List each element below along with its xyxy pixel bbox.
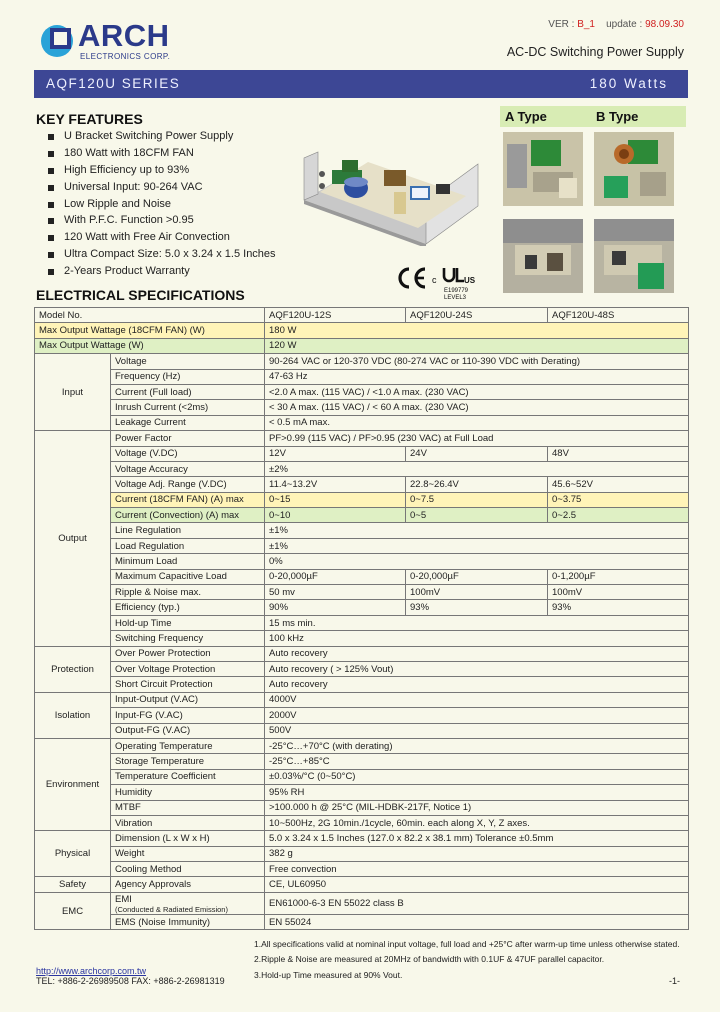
ce-mark-icon xyxy=(400,269,425,287)
spec-label: Input-Output (V.AC) xyxy=(111,692,265,707)
spec-label: Output-FG (V.AC) xyxy=(111,723,265,738)
category-safety: Safety xyxy=(35,877,111,892)
spec-label: Cooling Method xyxy=(111,862,265,877)
key-features-list xyxy=(48,130,276,282)
spec-value: 0~3.75 xyxy=(548,492,689,507)
spec-value: 50 mv xyxy=(265,585,406,600)
emi-sublabel: (Conducted & Radiated Emission) xyxy=(115,904,228,914)
page-number: -1- xyxy=(669,976,680,986)
spec-label: Switching Frequency xyxy=(111,631,265,646)
table-header-cell: Model No. xyxy=(35,308,265,323)
type-b-photo-top xyxy=(594,132,674,206)
feature-item: With P.F.C. Function >0.95 xyxy=(48,214,276,231)
table-row xyxy=(35,754,689,769)
spec-label: EMS (Noise Immunity) xyxy=(111,914,265,929)
spec-value: 100mV xyxy=(406,585,548,600)
spec-label: Operating Temperature xyxy=(111,738,265,753)
company-logo xyxy=(36,16,236,66)
spec-value: 2000V xyxy=(265,708,689,723)
spec-label: Over Voltage Protection xyxy=(111,661,265,676)
spec-value: -25°C…+85°C xyxy=(265,754,689,769)
spec-value: 0% xyxy=(265,554,689,569)
table-row xyxy=(35,554,689,569)
footer-contact xyxy=(36,966,225,986)
table-row xyxy=(35,914,689,929)
table-row xyxy=(35,477,689,492)
table-row xyxy=(35,369,689,384)
spec-value: 0~7.5 xyxy=(406,492,548,507)
spec-value: 0-1,200µF xyxy=(548,569,689,584)
spec-value: 95% RH xyxy=(265,785,689,800)
table-row xyxy=(35,323,689,338)
series-name: AQF120U SERIES xyxy=(46,76,181,91)
table-row xyxy=(35,677,689,692)
table-row xyxy=(35,769,689,784)
spec-value: CE, UL60950 xyxy=(265,877,689,892)
table-row xyxy=(35,461,689,476)
table-row xyxy=(35,831,689,846)
spec-label: Storage Temperature xyxy=(111,754,265,769)
spec-label: Voltage xyxy=(111,354,265,369)
type-b-photo-bottom xyxy=(594,219,674,293)
spec-value: 12V xyxy=(265,446,406,461)
spec-value: 93% xyxy=(548,600,689,615)
spec-value: 0~10 xyxy=(265,508,406,523)
table-row xyxy=(35,615,689,630)
spec-label: Input-FG (V.AC) xyxy=(111,708,265,723)
type-a-photo-bottom xyxy=(503,219,583,293)
feature-item: High Efficiency up to 93% xyxy=(48,164,276,181)
spec-value: 47-63 Hz xyxy=(265,369,689,384)
category-environment: Environment xyxy=(35,738,111,830)
table-row xyxy=(35,862,689,877)
spec-table xyxy=(34,307,689,930)
spec-label: Voltage Accuracy xyxy=(111,461,265,476)
table-row xyxy=(35,569,689,584)
spec-value: ±1% xyxy=(265,523,689,538)
spec-value: Auto recovery xyxy=(265,677,689,692)
table-row xyxy=(35,384,689,399)
spec-value: 0~15 xyxy=(265,492,406,507)
series-watts: 180 Watts xyxy=(589,76,668,91)
spec-value: Free convection xyxy=(265,862,689,877)
category-physical: Physical xyxy=(35,831,111,877)
table-row xyxy=(35,523,689,538)
type-a-photo-top xyxy=(503,132,583,206)
type-a-label: A Type xyxy=(505,109,547,124)
svg-text:US: US xyxy=(464,276,476,285)
spec-value: 45.6~52V xyxy=(548,477,689,492)
spec-value: 382 g xyxy=(265,846,689,861)
spec-label: Ripple & Noise max. xyxy=(111,585,265,600)
feature-item: 180 Watt with 18CFM FAN xyxy=(48,147,276,164)
spec-value: 180 W xyxy=(265,323,689,338)
table-row xyxy=(35,431,689,446)
power-supply-product-image xyxy=(298,130,482,246)
table-row xyxy=(35,877,689,892)
table-row xyxy=(35,846,689,861)
spec-label: Frequency (Hz) xyxy=(111,369,265,384)
type-b-label: B Type xyxy=(596,109,639,124)
table-row xyxy=(35,400,689,415)
category-input: Input xyxy=(35,354,111,431)
spec-value: Auto recovery ( > 125% Vout) xyxy=(265,661,689,676)
spec-value: 10~500Hz, 2G 10min./1cycle, 60min. each along X, Y, Z axes. xyxy=(265,815,689,830)
footnote: 3.Hold-up Time measured at 90% Vout. xyxy=(254,969,403,980)
spec-value: <2.0 A max. (115 VAC) / <1.0 A max. (230 VAC) xyxy=(265,384,689,399)
spec-label: Agency Approvals xyxy=(111,877,265,892)
spec-value: < 0.5 mA max. xyxy=(265,415,689,430)
spec-value: PF>0.99 (115 VAC) / PF>0.95 (230 VAC) at Full Load xyxy=(265,431,689,446)
spec-value: 4000V xyxy=(265,692,689,707)
spec-value: 0-20,000µF xyxy=(265,569,406,584)
spec-value: 93% xyxy=(406,600,548,615)
spec-value: 100 kHz xyxy=(265,631,689,646)
type-header xyxy=(500,106,686,127)
feature-item: 2-Years Product Warranty xyxy=(48,265,276,282)
spec-label: Maximum Capacitive Load xyxy=(111,569,265,584)
category-isolation: Isolation xyxy=(35,692,111,738)
spec-value: ±0.03%/°C (0~50°C) xyxy=(265,769,689,784)
table-row xyxy=(35,600,689,615)
spec-value: 0~2.5 xyxy=(548,508,689,523)
table-header-cell: AQF120U-24S xyxy=(406,308,548,323)
spec-value: 15 ms min. xyxy=(265,615,689,630)
category-output: Output xyxy=(35,431,111,646)
spec-label: MTBF xyxy=(111,800,265,815)
spec-label: Inrush Current (<2ms) xyxy=(111,400,265,415)
spec-value: -25°C…+70°C (with derating) xyxy=(265,738,689,753)
spec-label: Hold-up Time xyxy=(111,615,265,630)
footnotes xyxy=(254,937,680,983)
spec-label-emi: EMI (Conducted & Radiated Emission) xyxy=(111,892,265,914)
table-row xyxy=(35,338,689,353)
spec-label: Leakage Current xyxy=(111,415,265,430)
spec-value: 120 W xyxy=(265,338,689,353)
spec-label: Max Output Wattage (18CFM FAN) (W) xyxy=(35,323,265,338)
table-row xyxy=(35,661,689,676)
ul-level: LEVEL3 xyxy=(444,295,467,300)
spec-label: Current (18CFM FAN) (A) max xyxy=(111,492,265,507)
certification-marks xyxy=(394,260,494,300)
table-row xyxy=(35,508,689,523)
logo-name: ARCH xyxy=(78,18,170,53)
feature-item: U Bracket Switching Power Supply xyxy=(48,130,276,147)
spec-value: 22.8~26.4V xyxy=(406,477,548,492)
footnote: 1.All specifications valid at nominal input voltage, full load and +25°C after warm-up time unless otherwise stated. xyxy=(254,939,680,949)
spec-label: Load Regulation xyxy=(111,538,265,553)
spec-value: 90% xyxy=(265,600,406,615)
spec-label: Temperature Coefficient xyxy=(111,769,265,784)
spec-label: Current (Full load) xyxy=(111,384,265,399)
feature-item: 120 Watt with Free Air Convection xyxy=(48,231,276,248)
spec-value: 500V xyxy=(265,723,689,738)
spec-value: EN 55024 xyxy=(265,914,689,929)
electrical-specs-title: ELECTRICAL SPECIFICATIONS xyxy=(36,287,245,303)
spec-label: Weight xyxy=(111,846,265,861)
spec-label: Dimension (L x W x H) xyxy=(111,831,265,846)
series-banner xyxy=(34,70,688,98)
spec-label: Voltage (V.DC) xyxy=(111,446,265,461)
spec-value: 24V xyxy=(406,446,548,461)
table-row xyxy=(35,738,689,753)
table-row xyxy=(35,538,689,553)
version-line: VER : B_1 update : 98.09.30 xyxy=(548,19,684,30)
table-row xyxy=(35,800,689,815)
table-row xyxy=(35,308,689,323)
spec-value: 11.4~13.2V xyxy=(265,477,406,492)
spec-value: EN61000-6-3 EN 55022 class B xyxy=(265,892,689,914)
svg-text:c: c xyxy=(432,275,437,285)
spec-value: 5.0 x 3.24 x 1.5 Inches (127.0 x 82.2 x 38.1 mm) Tolerance ±0.5mm xyxy=(265,831,689,846)
spec-label: Minimum Load xyxy=(111,554,265,569)
table-row xyxy=(35,892,689,914)
spec-value: < 30 A max. (115 VAC) / < 60 A max. (230 VAC) xyxy=(265,400,689,415)
table-row xyxy=(35,815,689,830)
spec-label: Voltage Adj. Range (V.DC) xyxy=(111,477,265,492)
feature-item: Low Ripple and Noise xyxy=(48,198,276,215)
spec-label: Humidity xyxy=(111,785,265,800)
feature-item: Universal Input: 90-264 VAC xyxy=(48,181,276,198)
table-row xyxy=(35,354,689,369)
spec-value: 0-20,000µF xyxy=(406,569,548,584)
spec-value: ±2% xyxy=(265,461,689,476)
spec-value: 90-264 VAC or 120-370 VDC (80-274 VAC or 110-390 VDC with Derating) xyxy=(265,354,689,369)
spec-label: Efficiency (typ.) xyxy=(111,600,265,615)
spec-value: Auto recovery xyxy=(265,646,689,661)
table-row xyxy=(35,646,689,661)
spec-label: Max Output Wattage (W) xyxy=(35,338,265,353)
key-features-title: KEY FEATURES xyxy=(36,111,143,127)
table-row xyxy=(35,692,689,707)
phone-fax: TEL: +886-2-26989508 FAX: +886-2-26981319 xyxy=(36,976,225,986)
table-row xyxy=(35,785,689,800)
spec-label: Power Factor xyxy=(111,431,265,446)
logo-subtitle: ELECTRONICS CORP. xyxy=(80,52,171,61)
table-row xyxy=(35,585,689,600)
spec-label: Line Regulation xyxy=(111,523,265,538)
table-row xyxy=(35,723,689,738)
document-subtitle: AC-DC Switching Power Supply xyxy=(506,45,684,59)
table-row xyxy=(35,631,689,646)
feature-item: Ultra Compact Size: 5.0 x 3.24 x 1.5 Inches xyxy=(48,248,276,265)
spec-value: 100mV xyxy=(548,585,689,600)
arch-logo-icon xyxy=(40,24,74,58)
table-row xyxy=(35,415,689,430)
table-header-cell: AQF120U-48S xyxy=(548,308,689,323)
spec-value: 48V xyxy=(548,446,689,461)
spec-value: 0~5 xyxy=(406,508,548,523)
spec-label: Current (Convection) (A) max xyxy=(111,508,265,523)
ul-file-number: E199779 xyxy=(444,288,469,294)
footnote: 2.Ripple & Noise are measured at 20MHz of bandwidth with 0.1UF & 47UF parallel capacitor. xyxy=(254,954,605,965)
spec-label: Short Circuit Protection xyxy=(111,677,265,692)
table-row xyxy=(35,446,689,461)
spec-value: >100.000 h @ 25°C (MIL-HDBK-217F, Notice 1) xyxy=(265,800,689,815)
category-emc: EMC xyxy=(35,892,111,929)
spec-label: Vibration xyxy=(111,815,265,830)
website-link[interactable]: http://www.archcorp.com.tw xyxy=(36,966,147,976)
category-protection: Protection xyxy=(35,646,111,692)
spec-label: Over Power Protection xyxy=(111,646,265,661)
table-row xyxy=(35,708,689,723)
table-row xyxy=(35,492,689,507)
ul-recognized-mark-icon xyxy=(432,268,476,285)
spec-value: ±1% xyxy=(265,538,689,553)
table-header-cell: AQF120U-12S xyxy=(265,308,406,323)
